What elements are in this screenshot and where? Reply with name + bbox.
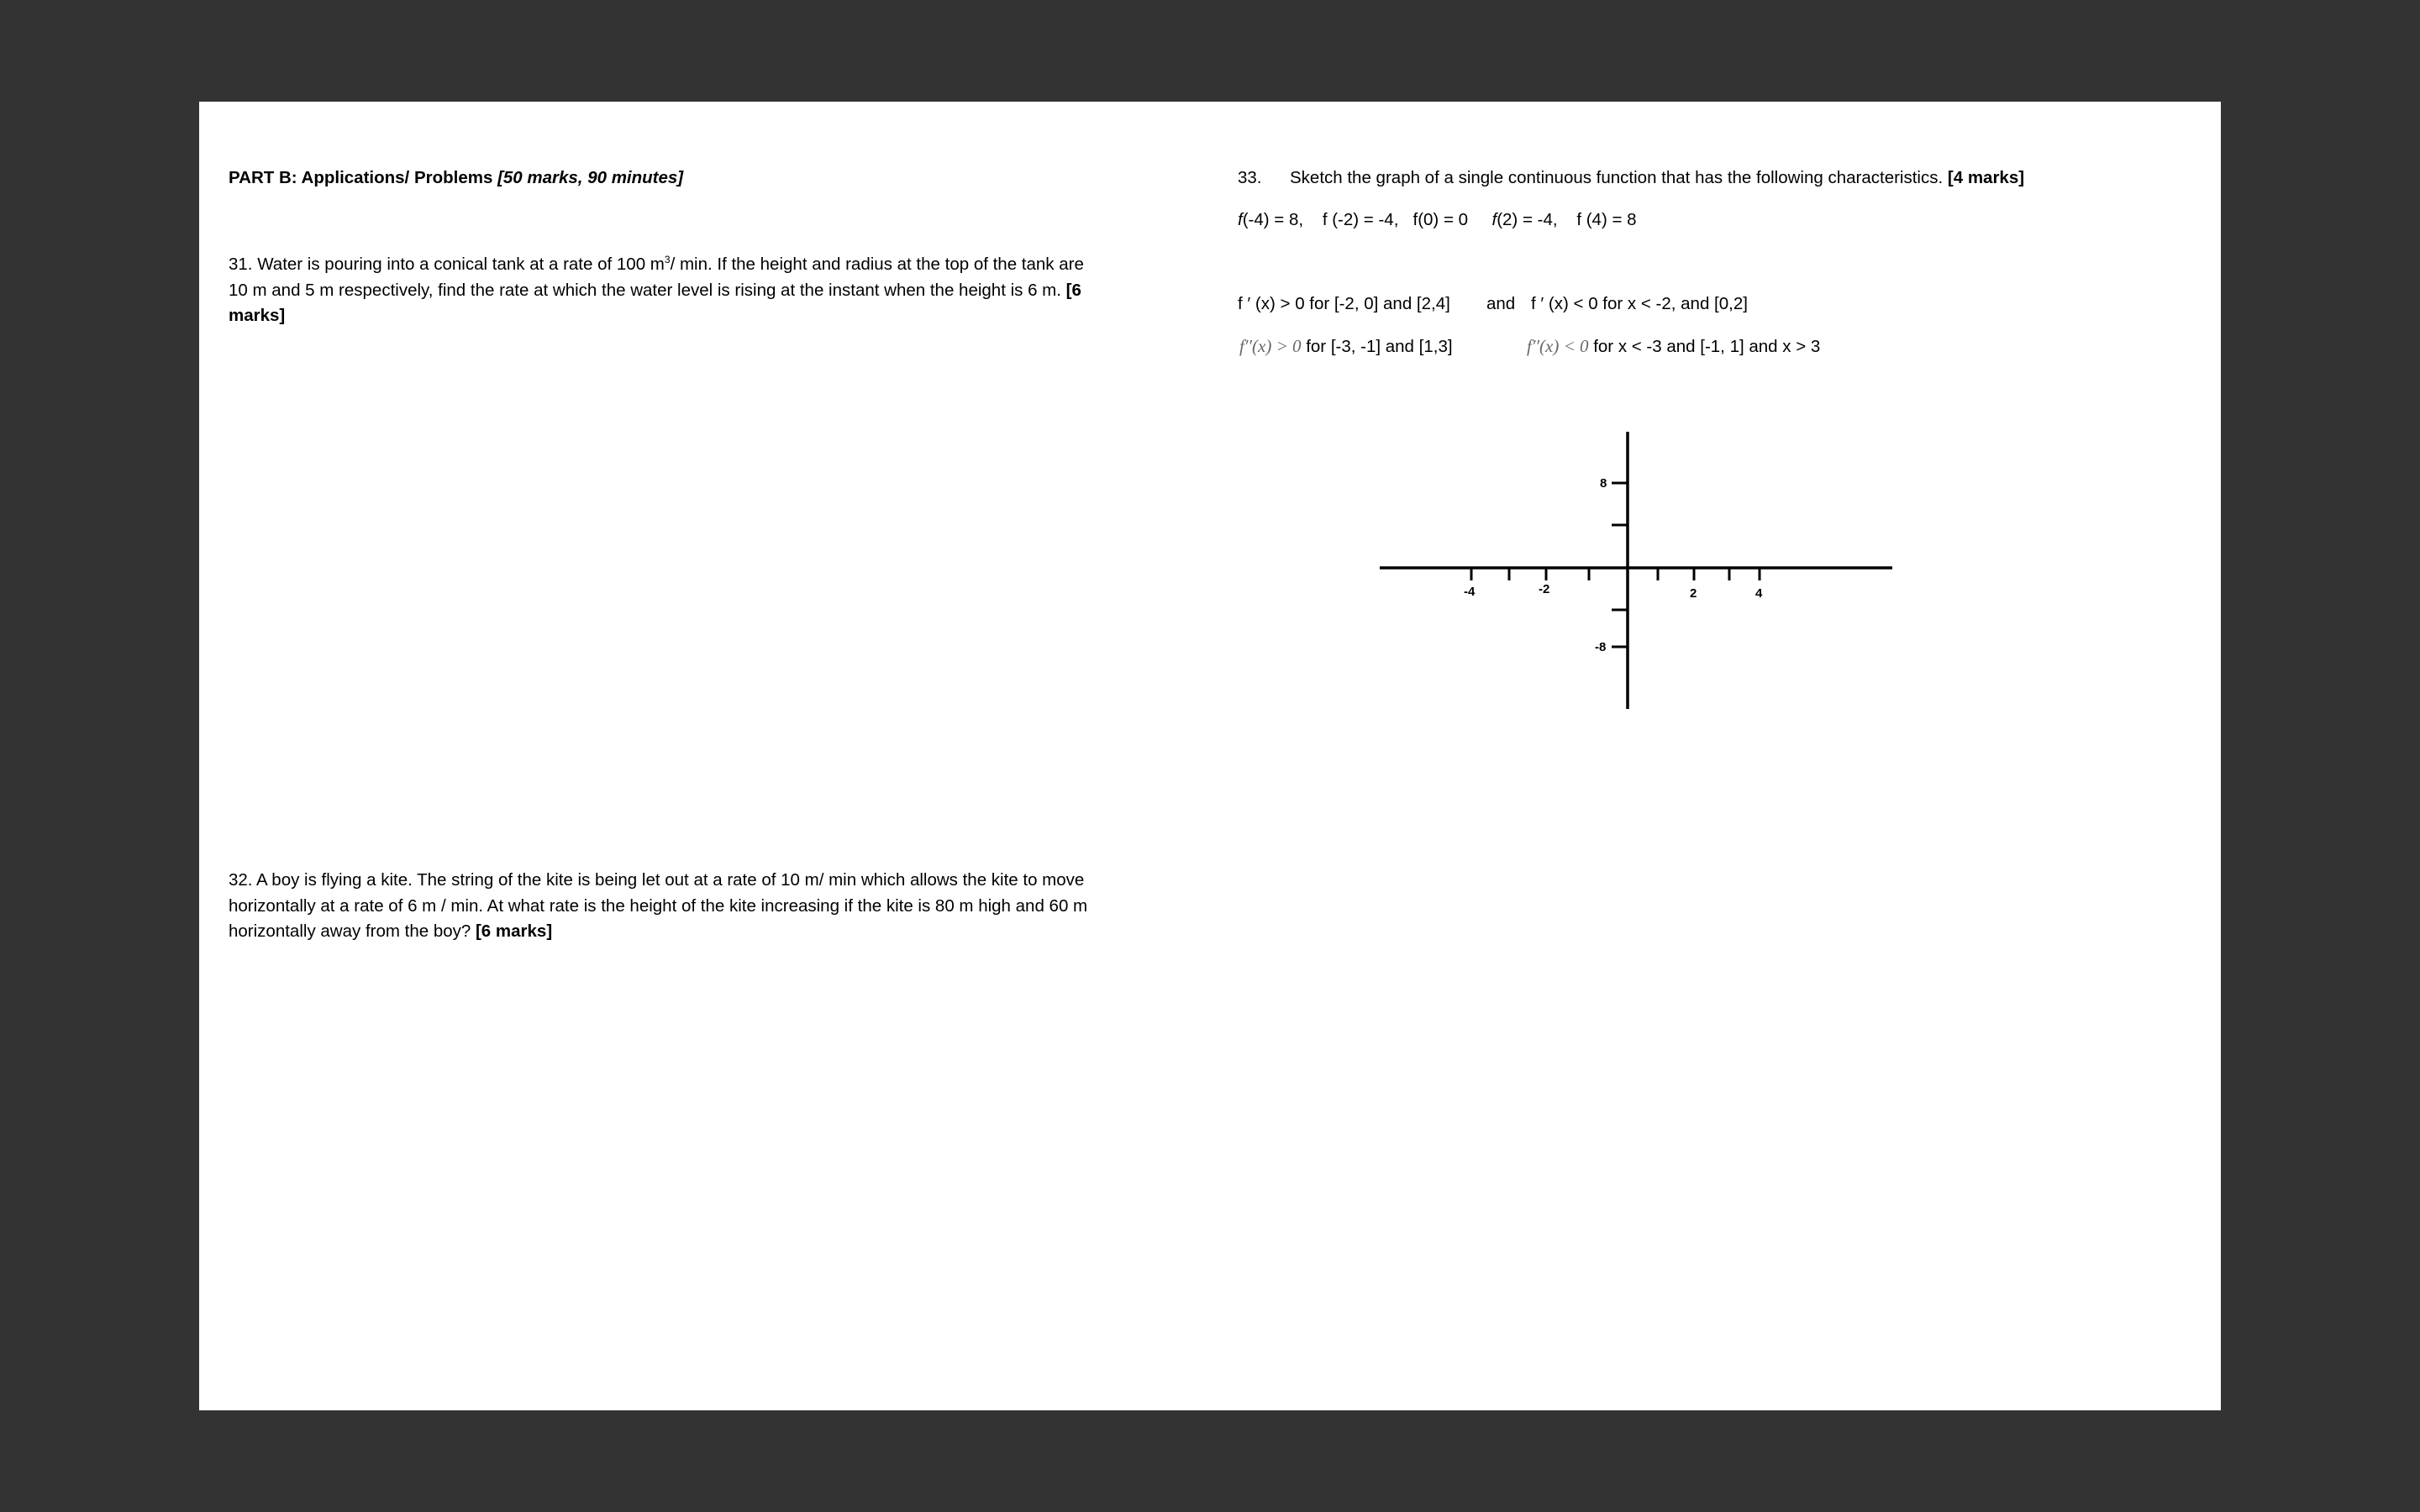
first-derivative-negative: f ′ (x) < 0 for x < -2, and [0,2] [1531, 294, 1748, 313]
f-italic-2: f [1491, 210, 1497, 229]
x-label-neg4: -4 [1464, 585, 1476, 599]
second-derivative-positive [1239, 333, 1453, 360]
y-label-8: 8 [1600, 476, 1607, 491]
part-b-heading [229, 165, 683, 191]
q33-number: 33. [1238, 168, 1262, 187]
q31-number: 31. [229, 255, 253, 274]
q33-function-values [1238, 207, 1637, 233]
second-derivative-neg-text: for x < -3 and [-1, 1] and x > 3 [1593, 337, 1821, 356]
second-derivative-pos-math: f′′(x) > 0 [1239, 336, 1302, 356]
first-derivative-positive: f ′ (x) > 0 for [-2, 0] and [2,4] [1238, 294, 1450, 313]
x-label-4: 4 [1755, 586, 1763, 601]
q31-marks: [6 marks] [229, 281, 1081, 325]
q31-superscript: 3 [664, 254, 671, 266]
q32-line-2: horizontally at a rate of 6 m / min. At what rate is the height of the kite increasing if the kite is 80 m high and 60 m [229, 896, 1088, 916]
value-f-neg4: (-4) = 8, [1242, 210, 1304, 229]
f-italic-1: f [1238, 210, 1243, 229]
x-label-neg2: -2 [1539, 582, 1550, 596]
part-b-title: PART B: Applications/ Problems [229, 168, 493, 187]
q32-line-1: 32. A boy is flying a kite. The string of the kite is being let out at a rate of 10 m/ min which allows the kite to move [229, 870, 1085, 890]
value-f-neg2: f (-2) = -4, [1322, 210, 1399, 229]
q33-marks: [4 marks] [1947, 168, 2025, 187]
q32-text-end: horizontally away from the boy? [229, 921, 471, 941]
value-f-4: f (4) = 8 [1576, 210, 1637, 229]
second-derivative-pos-text: for [-3, -1] and [1,3] [1306, 337, 1453, 356]
x-label-2: 2 [1690, 586, 1697, 601]
q31-text-b: / min. If the height and radius at the top of the tank are [670, 255, 1084, 274]
q31-text-a: Water is pouring into a conical tank at a rate of 100 m [257, 255, 665, 274]
q33-prompt: Sketch the graph of a single continuous function that has the following characteristics. [1290, 168, 1944, 187]
q31-line-2 [229, 278, 1086, 328]
q31-text-c: 10 m and 5 m respectively, find the rate at which the water level is rising at the instant when the height is 6 m. [229, 281, 1061, 300]
q32-marks: [6 marks] [475, 921, 553, 941]
y-label-neg8: -8 [1595, 640, 1607, 654]
exam-page [199, 102, 2221, 1410]
value-f-0: f(0) = 0 [1413, 210, 1469, 229]
first-derivative-and: and [1486, 294, 1516, 313]
q32-line-3 [229, 919, 552, 944]
q33-prompt-line [1290, 165, 2024, 191]
blank-axes-graph [1380, 432, 1901, 717]
second-derivative-neg-math: f′′(x) < 0 [1527, 336, 1589, 356]
q31-line-1 [229, 252, 1084, 277]
part-b-marks-time: [50 marks, 90 minutes] [497, 168, 684, 187]
value-f-2: (2) = -4, [1497, 210, 1558, 229]
second-derivative-negative [1527, 333, 1820, 360]
